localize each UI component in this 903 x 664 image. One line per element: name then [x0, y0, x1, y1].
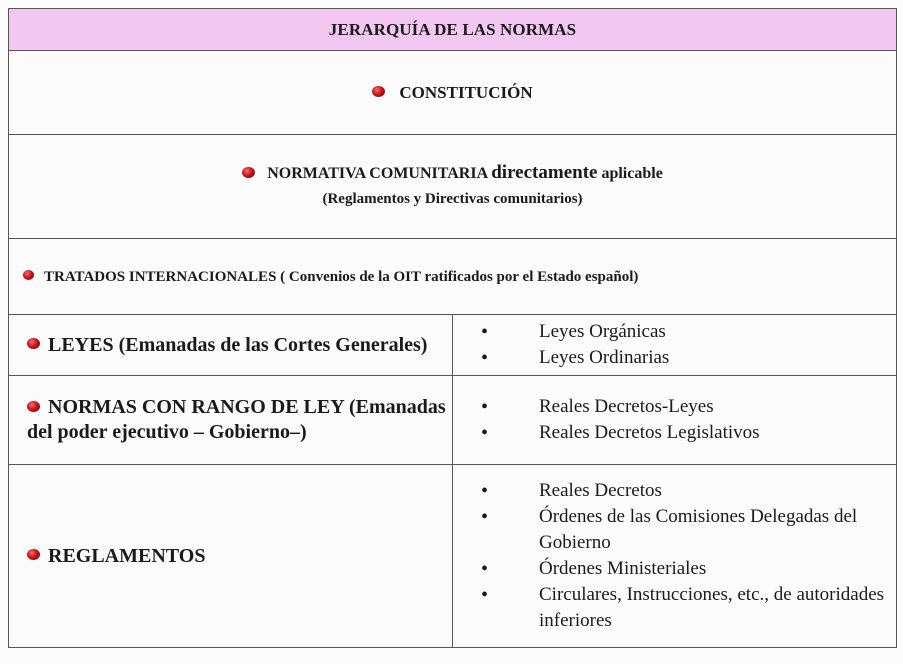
- red-bullet-icon: [27, 401, 40, 412]
- reglamentos-label: REGLAMENTOS: [48, 544, 206, 567]
- title-row: [9, 9, 897, 51]
- list-item: • Órdenes Ministeriales: [481, 556, 896, 582]
- rango-ley-list: [481, 394, 896, 446]
- list-item: • Leyes Ordinarias: [481, 345, 896, 371]
- rango-ley-right-cell: [453, 376, 897, 465]
- tratados-row: [9, 239, 897, 315]
- list-item: • Órdenes de las Comisiones Delegadas del Gobierno: [481, 504, 896, 556]
- table-title: JERARQUÍA DE LAS NORMAS: [9, 9, 897, 51]
- constitucion-row: [9, 51, 897, 135]
- list-item: • Leyes Orgánicas: [481, 319, 896, 345]
- leyes-left-cell: [9, 315, 453, 376]
- rango-ley-row: [9, 376, 897, 465]
- leyes-right-cell: [453, 315, 897, 376]
- tratados-text: TRATADOS INTERNACIONALES ( Convenios de la OIT ratificados por el Estado español): [44, 268, 639, 285]
- reglamentos-row: [9, 465, 897, 648]
- normativa-row: [9, 135, 897, 239]
- normativa-line2: (Reglamentos y Directivas comunitarios): [322, 191, 583, 207]
- reglamentos-left-cell: [9, 465, 453, 648]
- tratados-text-wrap: [9, 266, 896, 288]
- leyes-label: LEYES (Emanadas de las Cortes Generales): [48, 333, 428, 356]
- red-bullet-icon: [27, 549, 40, 560]
- list-item: • Reales Decretos Legislativos: [481, 420, 896, 446]
- list-item: • Circulares, Instrucciones, etc., de autoridades inferiores: [481, 582, 896, 634]
- normativa-cell: [9, 135, 897, 239]
- list-item: • Reales Decretos: [481, 478, 896, 504]
- red-bullet-icon: [372, 86, 385, 97]
- red-bullet-icon: [27, 338, 40, 349]
- normativa-part2: directamente: [491, 162, 598, 183]
- constitucion-label: CONSTITUCIÓN: [399, 82, 533, 102]
- red-bullet-icon: [242, 167, 255, 178]
- red-bullet-icon: [23, 270, 34, 280]
- list-item: • Reales Decretos-Leyes: [481, 394, 896, 420]
- tratados-cell: [9, 239, 897, 315]
- rango-ley-label: NORMAS CON RANGO DE LEY (Emanadas del poder ejecutivo – Gobierno–): [27, 396, 446, 443]
- leyes-list: [481, 319, 896, 371]
- leyes-row: [9, 315, 897, 376]
- norms-hierarchy-table: [8, 8, 897, 648]
- rango-ley-left-cell: [9, 376, 453, 465]
- reglamentos-right-cell: [453, 465, 897, 648]
- normativa-part1: NORMATIVA COMUNITARIA: [267, 165, 492, 182]
- constitucion-cell: [9, 51, 897, 135]
- normativa-part3: aplicable: [597, 165, 663, 182]
- reglamentos-list: [481, 478, 896, 634]
- normativa-line1: [9, 162, 896, 185]
